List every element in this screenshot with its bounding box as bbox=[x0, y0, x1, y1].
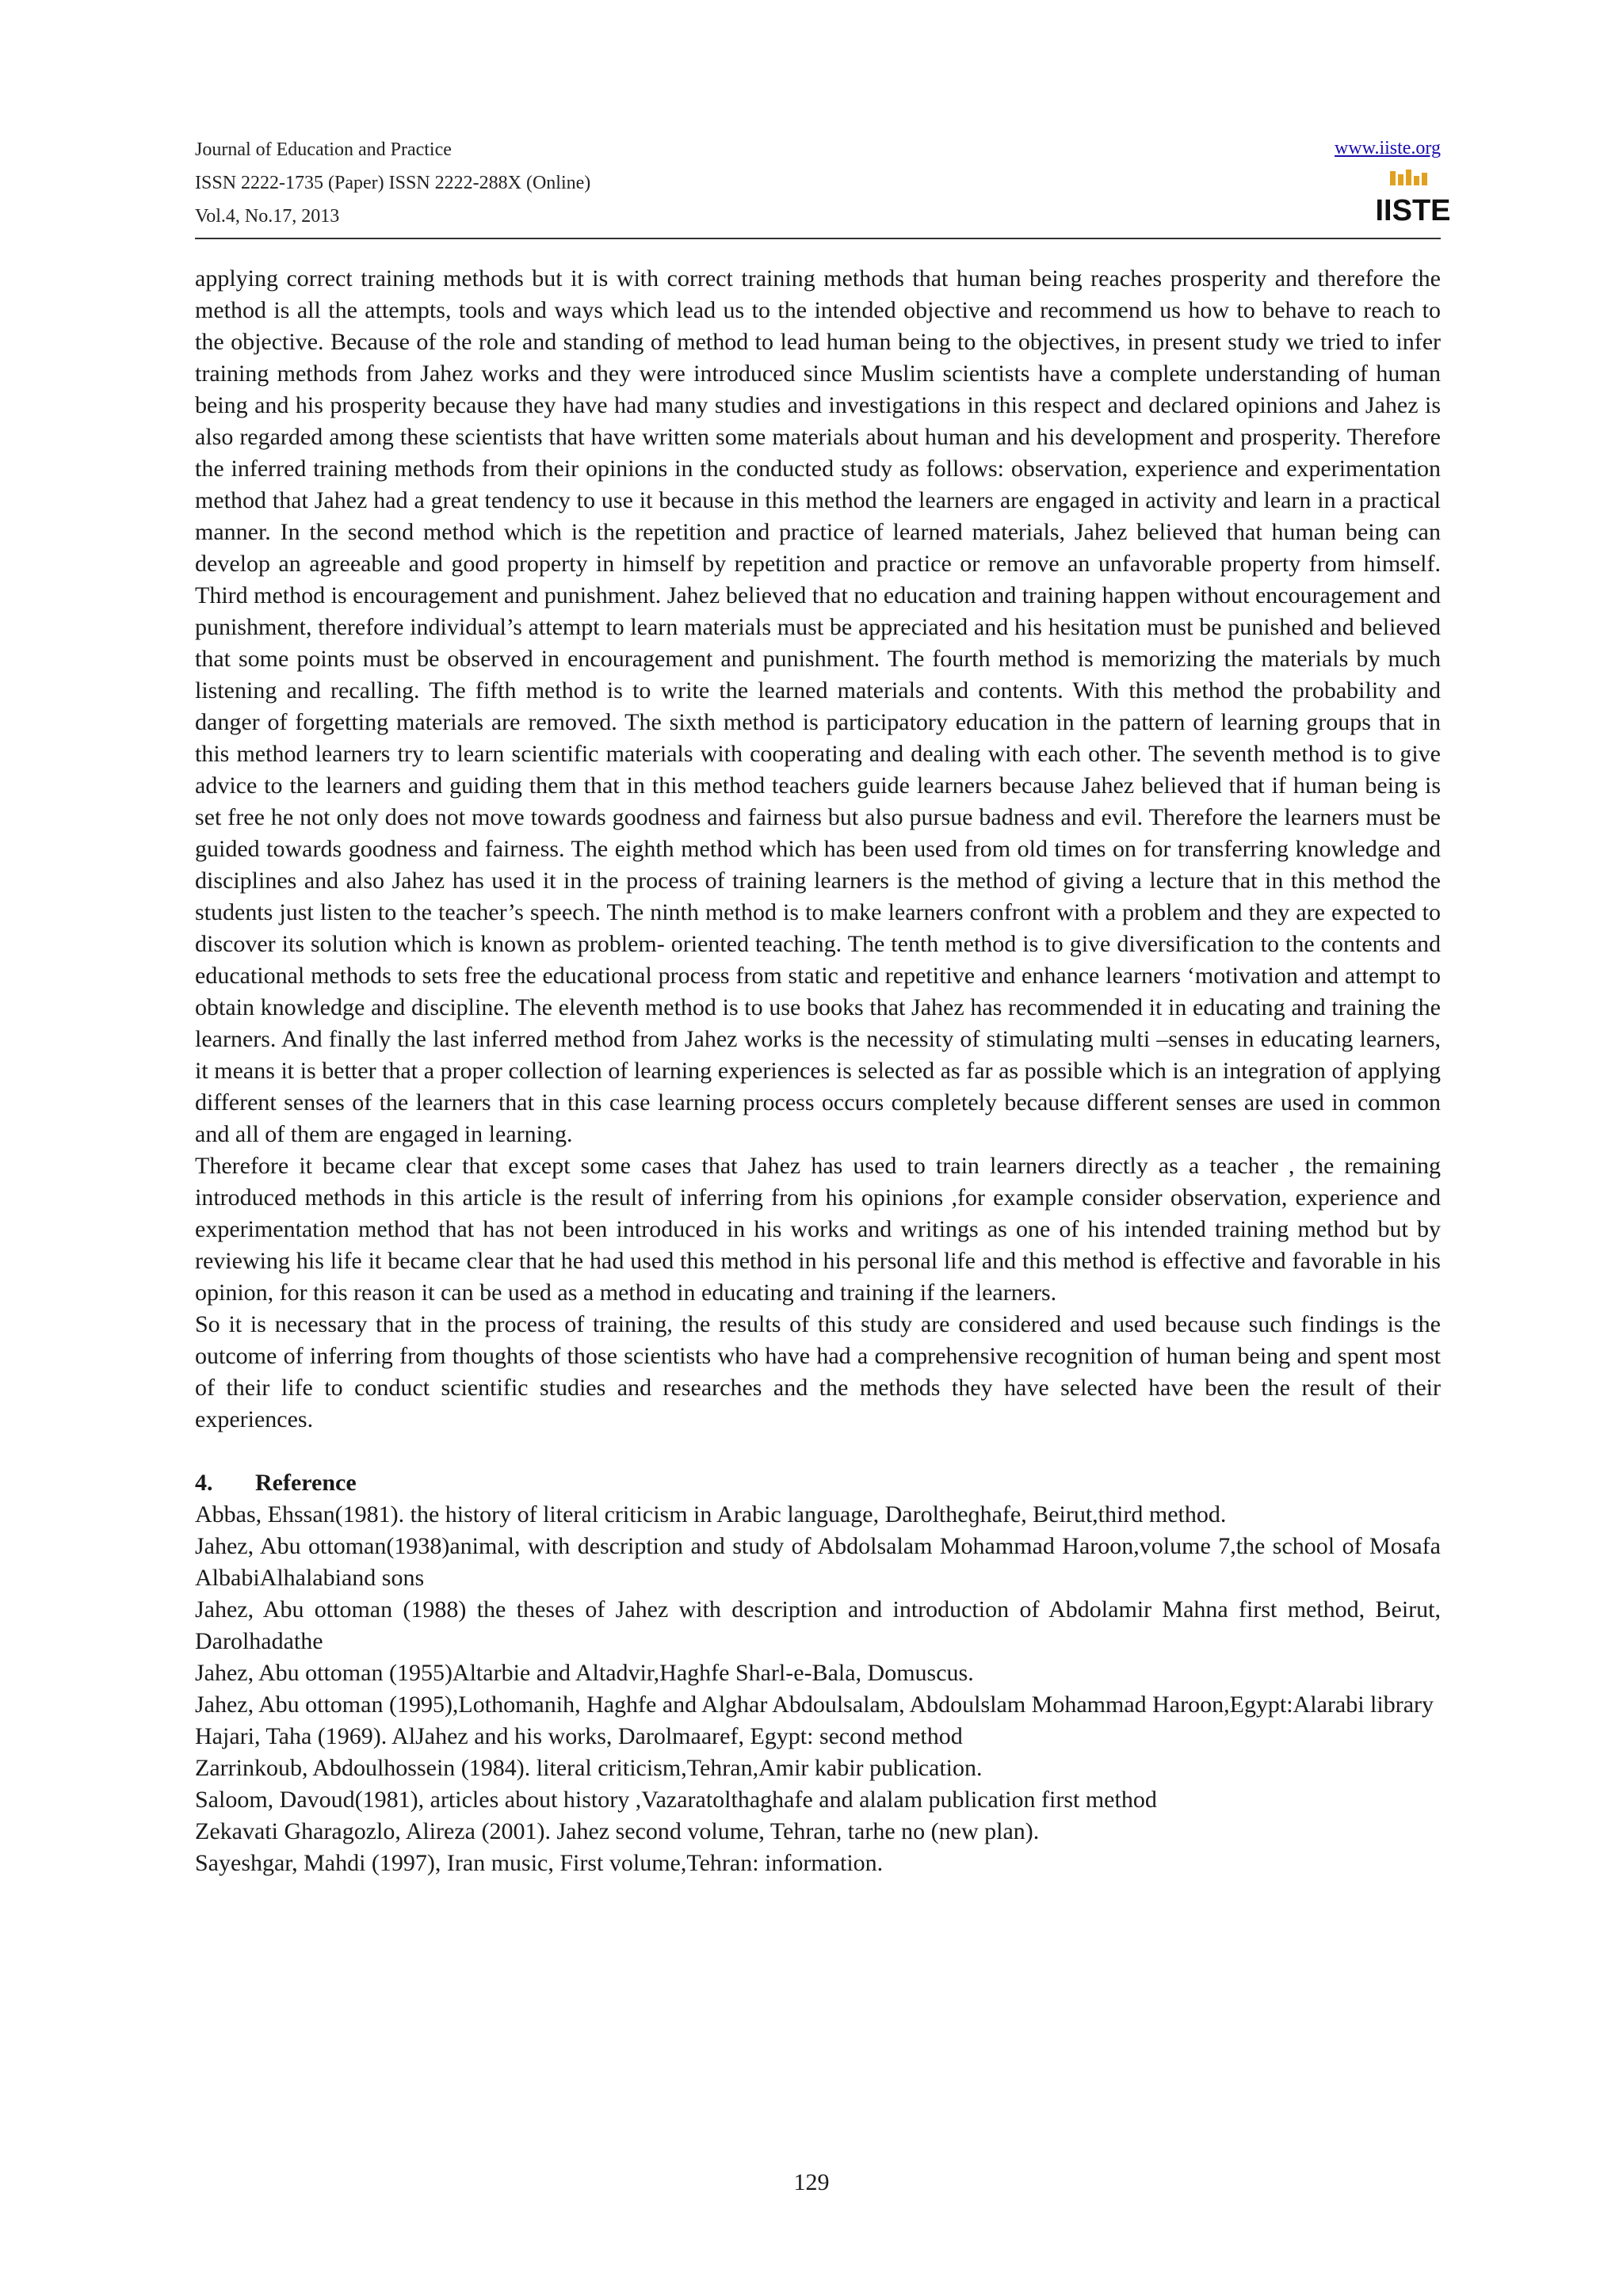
page-number: 129 bbox=[793, 2169, 830, 2195]
journal-volume: Vol.4, No.17, 2013 bbox=[195, 206, 340, 227]
header-divider bbox=[195, 238, 1441, 239]
reference-item: Sayeshgar, Mahdi (1997), Iran music, First volume,Tehran: information. bbox=[195, 1850, 884, 1876]
reference-item: Saloom, Davoud(1981), articles about history ,Vazaratolthaghafe and alalam publication first method bbox=[195, 1787, 1157, 1813]
reference-item: Hajari, Taha (1969). AlJahez and his works, Darolmaaref, Egypt: second method bbox=[195, 1723, 963, 1749]
reference-item: Jahez, Abu ottoman (1955)Altarbie and Altadvir,Haghfe Sharl-e-Bala, Domuscus. bbox=[195, 1660, 974, 1686]
iiste-logo bbox=[1375, 168, 1451, 228]
logo-text: IISTE bbox=[1375, 194, 1451, 227]
journal-url-link[interactable]: www.iiste.org bbox=[1335, 138, 1441, 158]
section-number: 4. bbox=[195, 1470, 213, 1496]
section-title: Reference bbox=[255, 1470, 357, 1496]
reference-item: Zarrinkoub, Abdoulhossein (1984). literal criticism,Tehran,Amir kabir publication. bbox=[195, 1755, 983, 1781]
body-paragraph: Therefore it became clear that except some cases that Jahez has used to train learners directly as a teacher , the remaining introduced methods in this article is the result of inferring from his opinions ,for example consider observation, experience and experimentation method that has not been introduced in his works and writings as one of his intended training method but by reviewing his life it became clear that he had used this method in his personal life and this method is effective and favorable in his opinion, for this reason it can be used as a method in educating and training if the learners. bbox=[195, 1153, 1441, 1306]
reference-item: Jahez, Abu ottoman(1938)animal, with description and study of Abdolsalam Mohammad Haroon,volume 7,the school of Mosafa AlbabiAlhalabiand sons bbox=[195, 1533, 1441, 1591]
reference-item: Jahez, Abu ottoman (1988) the theses of Jahez with description and introduction of Abdolamir Mahna first method, Beirut, Darolhadathe bbox=[195, 1596, 1441, 1654]
journal-name: Journal of Education and Practice bbox=[195, 139, 452, 160]
body-paragraph: applying correct training methods but it is with correct training methods that human being reaches prosperity and therefore the method is all the attempts, tools and ways which lead us to the intended objective and recommend us how to behave to reach to the objective. Because of the role and standing of method to lead human being to the objectives, in present study we tried to infer training methods from Jahez works and they were introduced since Muslim scientists have a complete understanding of human being and his prosperity because they have had many studies and investigations in this respect and declared opinions and Jahez is also regarded among these scientists that have written some materials about human and his development and prosperity. Therefore the inferred training methods from their opinions in the conducted study as follows: observation, experience and experimentation method that Jahez had a great tendency to use it because in this method the learners are engaged in activity and learn in a practical manner. In the second method which is the repetition and practice of learned materials, Jahez believed that human being can develop an agreeable and good property in himself by repetition and practice or remove an unfavorable property from himself. Third method is encouragement and punishment. Jahez believed that no education and training happen without encouragement and punishment, therefore individual’s attempt to learn materials must be appreciated and his hesitation must be punished and believed that some points must be observed in encouragement and punishment. The fourth method is memorizing the materials by much listening and recalling. The fifth method is to write the learned materials and contents. With this method the probability and danger of forgetting materials are removed. The sixth method is participatory education in the pattern of learning groups that in this method learners try to learn scientific materials with cooperating and dealing with each other. The seventh method is to give advice to the learners and guiding them that in this method teachers guide learners because Jahez believed that if human being is set free he not only does not move towards goodness and fairness but also pursue badness and evil. Therefore the learners must be guided towards goodness and fairness. The eighth method which has been used from old times on for transferring knowledge and disciplines and also Jahez has used it in the process of training learners is the method of giving a lecture that in this method the students just listen to the teacher’s speech. The ninth method is to make learners confront with a problem and they are expected to discover its solution which is known as problem- oriented teaching. The tenth method is to give diversification to the contents and educational methods to sets free the educational process from static and repetitive and enhance learners ‘motivation and attempt to obtain knowledge and discipline. The eleventh method is to use books that Jahez has recommended it in educating and training the learners. And finally the last inferred method from Jahez works is the necessity of stimulating multi –senses in educating learners, it means it is better that a proper collection of learning experiences is selected as far as possible which is an integration of applying different senses of the learners that in this case learning process occurs completely because different senses are used in common and all of them are engaged in learning. bbox=[195, 265, 1442, 1147]
body-paragraph: So it is necessary that in the process of training, the results of this study are considered and used because such findings is the outcome of inferring from thoughts of those scientists who have had a comprehensive recognition of human being and spent most of their life to conduct scientific studies and researches and the methods they have selected have been the result of their experiences. bbox=[195, 1311, 1441, 1432]
article-body bbox=[195, 263, 1441, 1879]
journal-issn: ISSN 2222-1735 (Paper) ISSN 2222-288X (Online) bbox=[195, 173, 591, 193]
reference-item: Abbas, Ehssan(1981). the history of literal criticism in Arabic language, Daroltheɡhafe, Beirut,third method. bbox=[195, 1501, 1227, 1527]
references-heading bbox=[195, 1467, 1441, 1499]
reference-item: Jahez, Abu ottoman (1995),Lothomanih, Haghfe and Alghar Abdoulsalam, Abdoulslam Mohammad Haroon,Egypt:Alarabi library bbox=[195, 1691, 1434, 1718]
reference-item: Zekavati Gharagozlo, Alireza (2001). Jahez second volume, Tehran, tarhe no (new plan). bbox=[195, 1818, 1040, 1844]
page-header bbox=[195, 135, 1451, 236]
